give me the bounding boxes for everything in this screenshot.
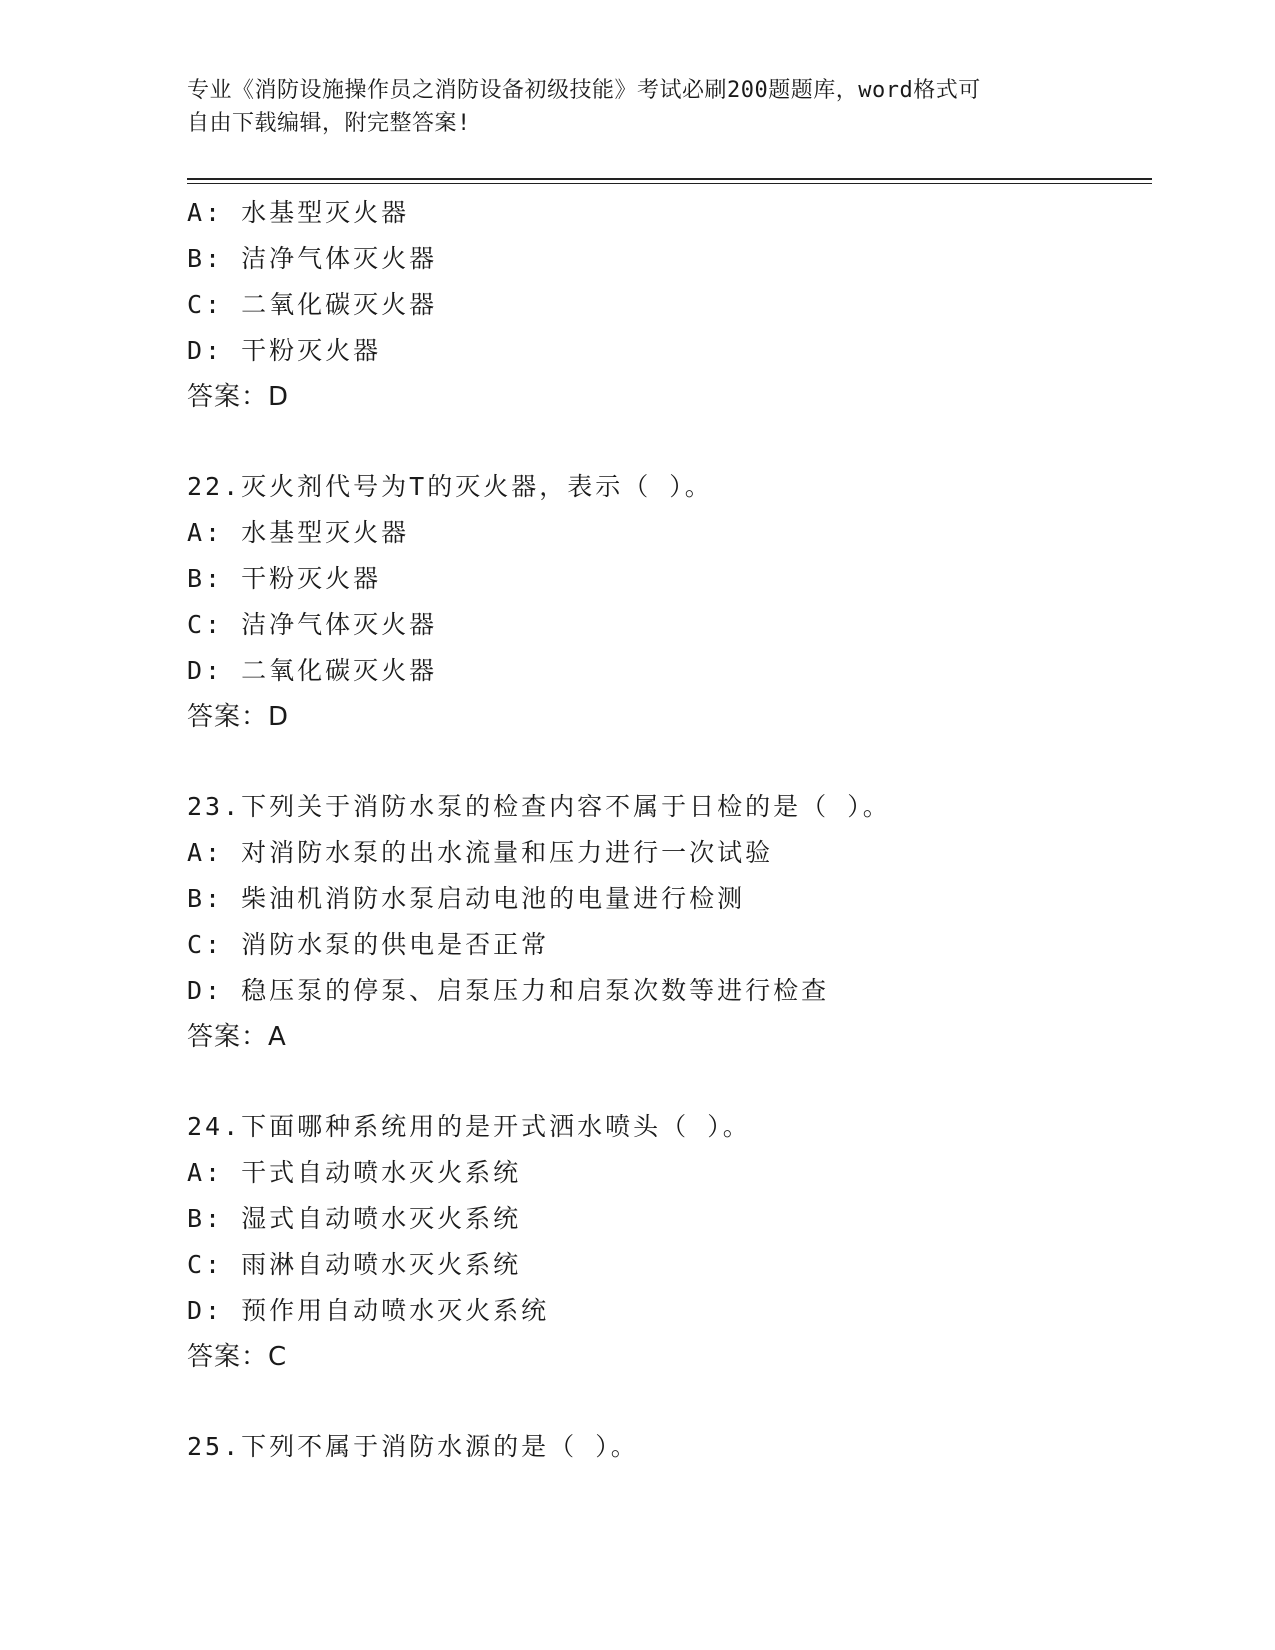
answer: 答案：A <box>187 1022 287 1052</box>
question-25 <box>187 1424 1147 1470</box>
option-b: B: 洁净气体灭火器 <box>187 244 438 273</box>
answer: 答案：D <box>187 382 290 412</box>
question-stem: 23.下列关于消防水泵的检查内容不属于日检的是（ ）。 <box>187 792 891 821</box>
header-line-2: 自由下载编辑，附完整答案! <box>187 111 471 136</box>
option-a: A: 水基型灭火器 <box>187 198 410 227</box>
option-b: B: 柴油机消防水泵启动电池的电量进行检测 <box>187 884 746 913</box>
header-line-1: 专业《消防设施操作员之消防设备初级技能》考试必刷200题题库，word格式可 <box>187 78 981 103</box>
option-c: C: 雨淋自动喷水灭火系统 <box>187 1250 522 1279</box>
question-23 <box>187 784 1147 1060</box>
option-b: B: 干粉灭火器 <box>187 564 382 593</box>
option-d: D: 二氧化碳灭火器 <box>187 656 438 685</box>
question-stem: 24.下面哪种系统用的是开式洒水喷头（ ）。 <box>187 1112 751 1141</box>
question-24 <box>187 1104 1147 1380</box>
question-list <box>187 190 1147 1470</box>
answer: 答案：C <box>187 1342 288 1372</box>
option-a: A: 对消防水泵的出水流量和压力进行一次试验 <box>187 838 774 867</box>
answer: 答案：D <box>187 702 290 732</box>
option-d: D: 干粉灭火器 <box>187 336 382 365</box>
option-b: B: 湿式自动喷水灭火系统 <box>187 1204 522 1233</box>
header-divider-thick <box>187 178 1152 180</box>
question-22 <box>187 464 1147 740</box>
option-a: A: 干式自动喷水灭火系统 <box>187 1158 522 1187</box>
question-stem: 25.下列不属于消防水源的是（ ）。 <box>187 1432 639 1461</box>
option-d: D: 稳压泵的停泵、启泵压力和启泵次数等进行检查 <box>187 976 830 1005</box>
question-stem: 22.灭火剂代号为T的灭火器，表示（ ）。 <box>187 472 713 501</box>
option-d: D: 预作用自动喷水灭火系统 <box>187 1296 550 1325</box>
option-c: C: 二氧化碳灭火器 <box>187 290 438 319</box>
document-header <box>187 74 1087 140</box>
question-21-options <box>187 190 1147 420</box>
option-a: A: 水基型灭火器 <box>187 518 410 547</box>
option-c: C: 洁净气体灭火器 <box>187 610 438 639</box>
option-c: C: 消防水泵的供电是否正常 <box>187 930 550 959</box>
header-divider-thin <box>187 183 1152 184</box>
